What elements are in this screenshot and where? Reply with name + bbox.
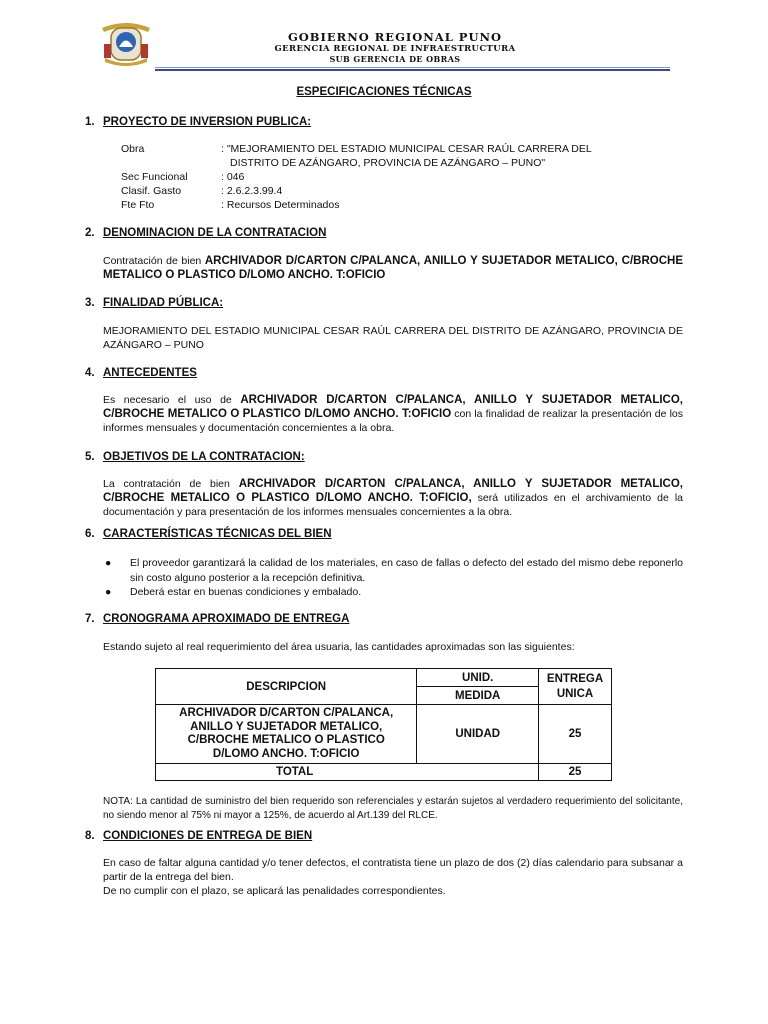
section-7-intro: Estando sujeto al real requerimiento del área usuaria, las cantidades aproximadas son las siguientes: [103,641,575,653]
obra-value-cont: DISTRITO DE AZÁNGARO, PROVINCIA DE AZÁNGARO – PUNO" [230,157,546,169]
table-total-row [156,764,612,781]
section-5-heading [85,451,305,463]
section-title: PROYECTO DE INVERSION PUBLICA: [103,116,312,128]
list-item-text: El proveedor garantizará la calidad de los materiales, en caso de fallas o defecto del estado del mismo debe reponerlo sin costo alguno posterior a la recepción definitiva. [130,557,683,584]
total-label: TOTAL [156,764,539,781]
list-item-text: Deberá estar en buenas condiciones y embalado. [130,586,362,598]
section-title: DENOMINACION DE LA CONTRATACION [103,227,327,239]
item-name-bold: ARCHIVADOR D/CARTON C/PALANCA, ANILLO Y SUJETADOR METALICO, C/BROCHE METALICO O PLASTICO D/LOMO ANCHO. T:OFICIO [103,255,683,281]
header-divider-light [155,67,670,68]
section-title: FINALIDAD PÚBLICA: [103,297,224,309]
paragraph-text: De no cumplir con el plazo, se aplicará las penalidades correspondientes. [103,885,446,897]
section-2-paragraph [103,254,683,282]
list-item [103,556,683,585]
header-subdepartment: SUB GERENCIA DE OBRAS [329,54,461,64]
sec-funcional-value: : 046 [221,171,245,183]
section-title: CRONOGRAMA APROXIMADO DE ENTREGA [103,613,350,625]
section-number: 2. [85,227,95,239]
column-header-delivery [539,669,612,705]
paragraph-text: En caso de faltar alguna cantidad y/o tener defectos, el contratista tiene un plazo de dos (2) días calendario para subsanar a partir de la entrega del bien. [103,857,683,883]
section-4-paragraph [103,393,683,435]
section-number: 7. [85,613,95,625]
column-header-measure: MEDIDA [417,687,539,705]
obra-value: : "MEJORAMIENTO DEL ESTADIO MUNICIPAL CESAR RAÚL CARRERA DEL [221,143,592,155]
table-cell-quantity: 25 [539,705,612,764]
column-header-description: DESCRIPCION [156,669,417,705]
clasif-gasto-label: Clasif. Gasto [121,185,182,197]
section-number: 1. [85,116,95,128]
header-title: GOBIERNO REGIONAL PUNO [287,30,503,44]
paragraph-text: Contratación de bien [103,255,205,267]
clasif-gasto-value: : 2.6.2.3.99.4 [221,185,283,197]
regional-government-seal-icon [99,20,153,66]
header-divider-dark [155,69,670,71]
column-header-delivery-line2: UNICA [556,687,594,700]
section-5-paragraph [103,477,683,519]
total-value: 25 [539,764,612,781]
section-8-paragraph [103,856,683,898]
section-6-heading [85,528,332,540]
column-header-delivery-line1: ENTREGA [546,672,604,685]
fte-fto-label: Fte Fto [121,199,155,211]
paragraph-text: La contratación de bien [103,478,239,490]
section-number: 8. [85,830,95,842]
section-number: 4. [85,367,95,379]
table-cell-unit: UNIDAD [417,705,539,764]
bullet-icon: ● [105,586,112,598]
paragraph-text: con la finalidad de realizar la presentación de los informes mensuales y documentación concernientes a la obra. [103,408,683,434]
section-title: ANTECEDENTES [103,367,197,379]
bullet-icon: ● [105,557,112,569]
section-number: 3. [85,297,95,309]
section-number: 6. [85,528,95,540]
item-name-bold: ARCHIVADOR D/CARTON C/PALANCA, ANILLO Y SUJETADOR METALICO, C/BROCHE METALICO O PLASTICO D/LOMO ANCHO. T:OFICIO [103,394,683,420]
item-name-bold: ARCHIVADOR D/CARTON C/PALANCA, ANILLO Y SUJETADOR METALICO, C/BROCHE METALICO O PLASTICO D/LOMO ANCHO. T:OFICIO, [103,478,683,504]
header-subtitle: GERENCIA REGIONAL DE INFRAESTRUCTURA [274,44,516,54]
section-title: CONDICIONES DE ENTREGA DE BIEN [103,830,313,842]
paragraph-text: será utilizados en el archivamiento de la documentación y para presentación de los informes mensuales concernientes a la obra. [103,492,683,518]
section-4-heading [85,367,197,379]
section-title: OBJETIVOS DE LA CONTRATACION: [103,451,305,463]
document-header [95,18,675,70]
table-cell-description: ARCHIVADOR D/CARTON C/PALANCA, ANILLO Y SUJETADOR METALICO, C/BROCHE METALICO O PLASTICO D/LOMO ANCHO. T:OFICIO [156,705,417,764]
list-item [103,585,683,600]
section-3-paragraph: MEJORAMIENTO DEL ESTADIO MUNICIPAL CESAR RAÚL CARRERA DEL DISTRITO DE AZÁNGARO, PROVINCIA DE AZÁNGARO – PUNO [103,325,683,351]
section-3-heading [85,297,223,309]
section-title: CARACTERÍSTICAS TÉCNICAS DEL BIEN [103,528,332,540]
section-1-heading [85,116,311,128]
section-7-note: NOTA: La cantidad de suministro del bien requerido son referenciales y estarán sujetos al verdadero requerimiento del solicitante, no siendo menor al 75% ni mayor a 125%, de acuerdo al Art.139 del RLCE. [103,796,683,821]
section-2-heading [85,227,326,239]
document-title: ESPECIFICACIONES TÉCNICAS [296,86,472,98]
table-row [156,705,612,764]
obra-label: Obra [121,143,145,155]
section-number: 5. [85,451,95,463]
section-8-heading [85,830,312,842]
column-header-unit: UNID. [417,669,539,687]
paragraph-text: Es necesario el uso de [103,394,241,406]
fte-fto-value: : Recursos Determinados [221,199,340,211]
section-7-heading [85,613,349,625]
characteristics-list [103,556,683,600]
sec-funcional-label: Sec Funcional [121,171,188,183]
delivery-schedule-table [155,668,612,781]
